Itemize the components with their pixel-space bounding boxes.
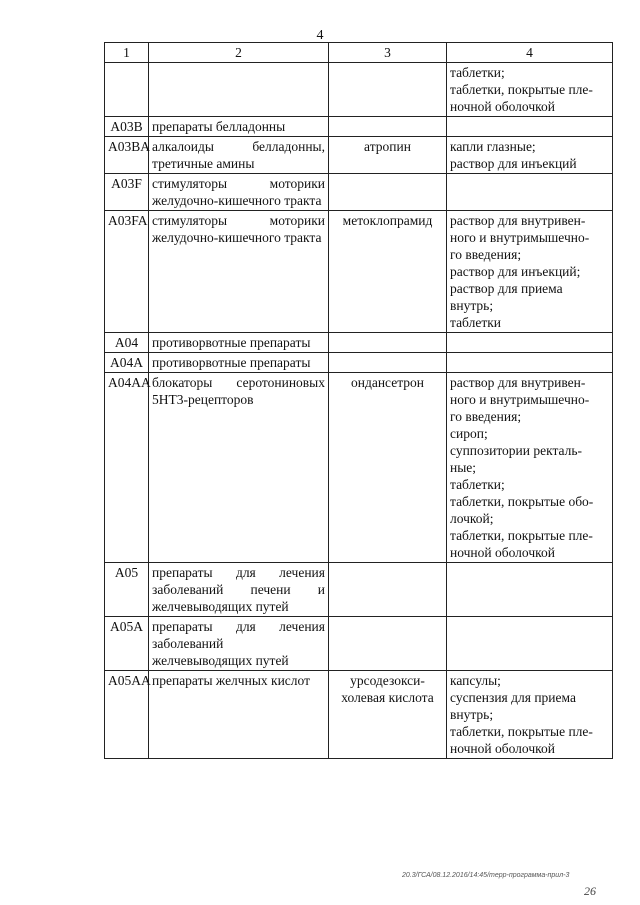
dosage-forms-cell bbox=[447, 211, 613, 333]
dosage-form-line: таблетки, покрытые пле- bbox=[450, 528, 593, 543]
table-header-row bbox=[105, 43, 613, 63]
group-name-cell: стимуляторы моторики желудочно-кишечного тракта bbox=[149, 174, 329, 211]
table-row bbox=[105, 671, 613, 759]
header-col-2: 2 bbox=[149, 43, 329, 63]
table-row bbox=[105, 373, 613, 563]
atc-code-cell: A04A bbox=[105, 353, 149, 373]
dosage-forms-cell bbox=[447, 333, 613, 353]
dosage-form-line: суппозитории ректаль- bbox=[450, 443, 583, 458]
dosage-form-line: ные; bbox=[450, 460, 477, 475]
dosage-form-line: ного и внутримышечно- bbox=[450, 230, 590, 245]
dosage-form-line: внутрь; bbox=[450, 707, 494, 722]
dosage-form-line: ночной оболочкой bbox=[450, 545, 555, 560]
group-name-cell: алкалоиды белладонны, третичные амины bbox=[149, 137, 329, 174]
drug-name-cell: атропин bbox=[329, 137, 447, 174]
dosage-form-line: го введения; bbox=[450, 409, 522, 424]
corner-mark: 26 bbox=[584, 884, 596, 898]
table-row bbox=[105, 117, 613, 137]
footer-path: 20.3/ГСА/08.12.2016/14:45/терр-программа-прил-3 bbox=[402, 872, 570, 879]
drug-name-cell bbox=[329, 174, 447, 211]
group-name-cell: стимуляторы моторики желудочно-кишечного тракта bbox=[149, 211, 329, 333]
drug-name-cell bbox=[329, 563, 447, 617]
table-row bbox=[105, 63, 613, 117]
table-row bbox=[105, 137, 613, 174]
drug-table bbox=[104, 42, 613, 759]
table-row bbox=[105, 353, 613, 373]
atc-code-cell: A03BA bbox=[105, 137, 149, 174]
dosage-form-line: таблетки, покрытые обо- bbox=[450, 494, 594, 509]
dosage-form-line: таблетки bbox=[450, 315, 502, 330]
atc-code-cell: A05AA bbox=[105, 671, 149, 759]
dosage-form-line: суспензия для приема bbox=[450, 690, 576, 705]
dosage-form-line: капли глазные; bbox=[450, 139, 536, 154]
header-col-3: 3 bbox=[329, 43, 447, 63]
dosage-form-line: таблетки, покрытые пле- bbox=[450, 82, 593, 97]
dosage-form-line: ночной оболочкой bbox=[450, 99, 555, 114]
atc-code-cell: A03FA bbox=[105, 211, 149, 333]
dosage-forms-cell bbox=[447, 137, 613, 174]
group-name-cell: препараты для лечения заболеваний печени и желчевыводящих путей bbox=[149, 563, 329, 617]
drug-name-cell: ондансетрон bbox=[329, 373, 447, 563]
group-name-cell: препараты желчных кислот bbox=[149, 671, 329, 759]
group-name-cell: препараты белладонны bbox=[149, 117, 329, 137]
drug-name-cell bbox=[329, 617, 447, 671]
header-col-1: 1 bbox=[105, 43, 149, 63]
drug-name-cell bbox=[329, 333, 447, 353]
drug-name-cell bbox=[329, 63, 447, 117]
table-body bbox=[105, 63, 613, 759]
dosage-form-line: ночной оболочкой bbox=[450, 741, 555, 756]
dosage-form-line: капсулы; bbox=[450, 673, 501, 688]
dosage-forms-cell bbox=[447, 174, 613, 211]
table-row bbox=[105, 211, 613, 333]
page-number: 4 bbox=[316, 28, 324, 43]
dosage-form-line: внутрь; bbox=[450, 298, 494, 313]
dosage-form-line: раствор для внутривен- bbox=[450, 213, 586, 228]
group-name-cell: противорвотные препараты bbox=[149, 333, 329, 353]
group-name-cell: противорвотные препараты bbox=[149, 353, 329, 373]
dosage-form-line: сироп; bbox=[450, 426, 488, 441]
dosage-forms-cell bbox=[447, 671, 613, 759]
dosage-form-line: раствор для приема bbox=[450, 281, 563, 296]
dosage-forms-cell bbox=[447, 617, 613, 671]
drug-name-cell bbox=[329, 353, 447, 373]
drug-name-cell: урсодезокси-холевая кислота bbox=[329, 671, 447, 759]
table-row bbox=[105, 333, 613, 353]
atc-code-cell: A04 bbox=[105, 333, 149, 353]
table-row bbox=[105, 563, 613, 617]
drug-name-cell: метоклопрамид bbox=[329, 211, 447, 333]
dosage-forms-cell bbox=[447, 117, 613, 137]
group-name-cell bbox=[149, 63, 329, 117]
header-col-4: 4 bbox=[447, 43, 613, 63]
dosage-forms-cell bbox=[447, 353, 613, 373]
dosage-form-line: таблетки; bbox=[450, 477, 505, 492]
atc-code-cell: A03F bbox=[105, 174, 149, 211]
dosage-form-line: раствор для инъекций; bbox=[450, 264, 581, 279]
dosage-form-line: таблетки, покрытые пле- bbox=[450, 724, 593, 739]
atc-code-cell: A04AA bbox=[105, 373, 149, 563]
dosage-form-line: ного и внутримышечно- bbox=[450, 392, 590, 407]
drug-name-cell bbox=[329, 117, 447, 137]
dosage-forms-cell bbox=[447, 563, 613, 617]
dosage-form-line: раствор для внутривен- bbox=[450, 375, 586, 390]
dosage-form-line: таблетки; bbox=[450, 65, 505, 80]
atc-code-cell: A03B bbox=[105, 117, 149, 137]
table-row bbox=[105, 174, 613, 211]
group-name-cell: блокаторы серотониновых 5НТ3-рецепторов bbox=[149, 373, 329, 563]
table-row bbox=[105, 617, 613, 671]
group-name-cell: препараты для лечения заболеваний желчевыводящих путей bbox=[149, 617, 329, 671]
dosage-forms-cell bbox=[447, 63, 613, 117]
dosage-form-line: раствор для инъекций bbox=[450, 156, 577, 171]
atc-code-cell: A05 bbox=[105, 563, 149, 617]
atc-code-cell: A05A bbox=[105, 617, 149, 671]
atc-code-cell bbox=[105, 63, 149, 117]
dosage-forms-cell bbox=[447, 373, 613, 563]
dosage-form-line: лочкой; bbox=[450, 511, 494, 526]
dosage-form-line: го введения; bbox=[450, 247, 522, 262]
